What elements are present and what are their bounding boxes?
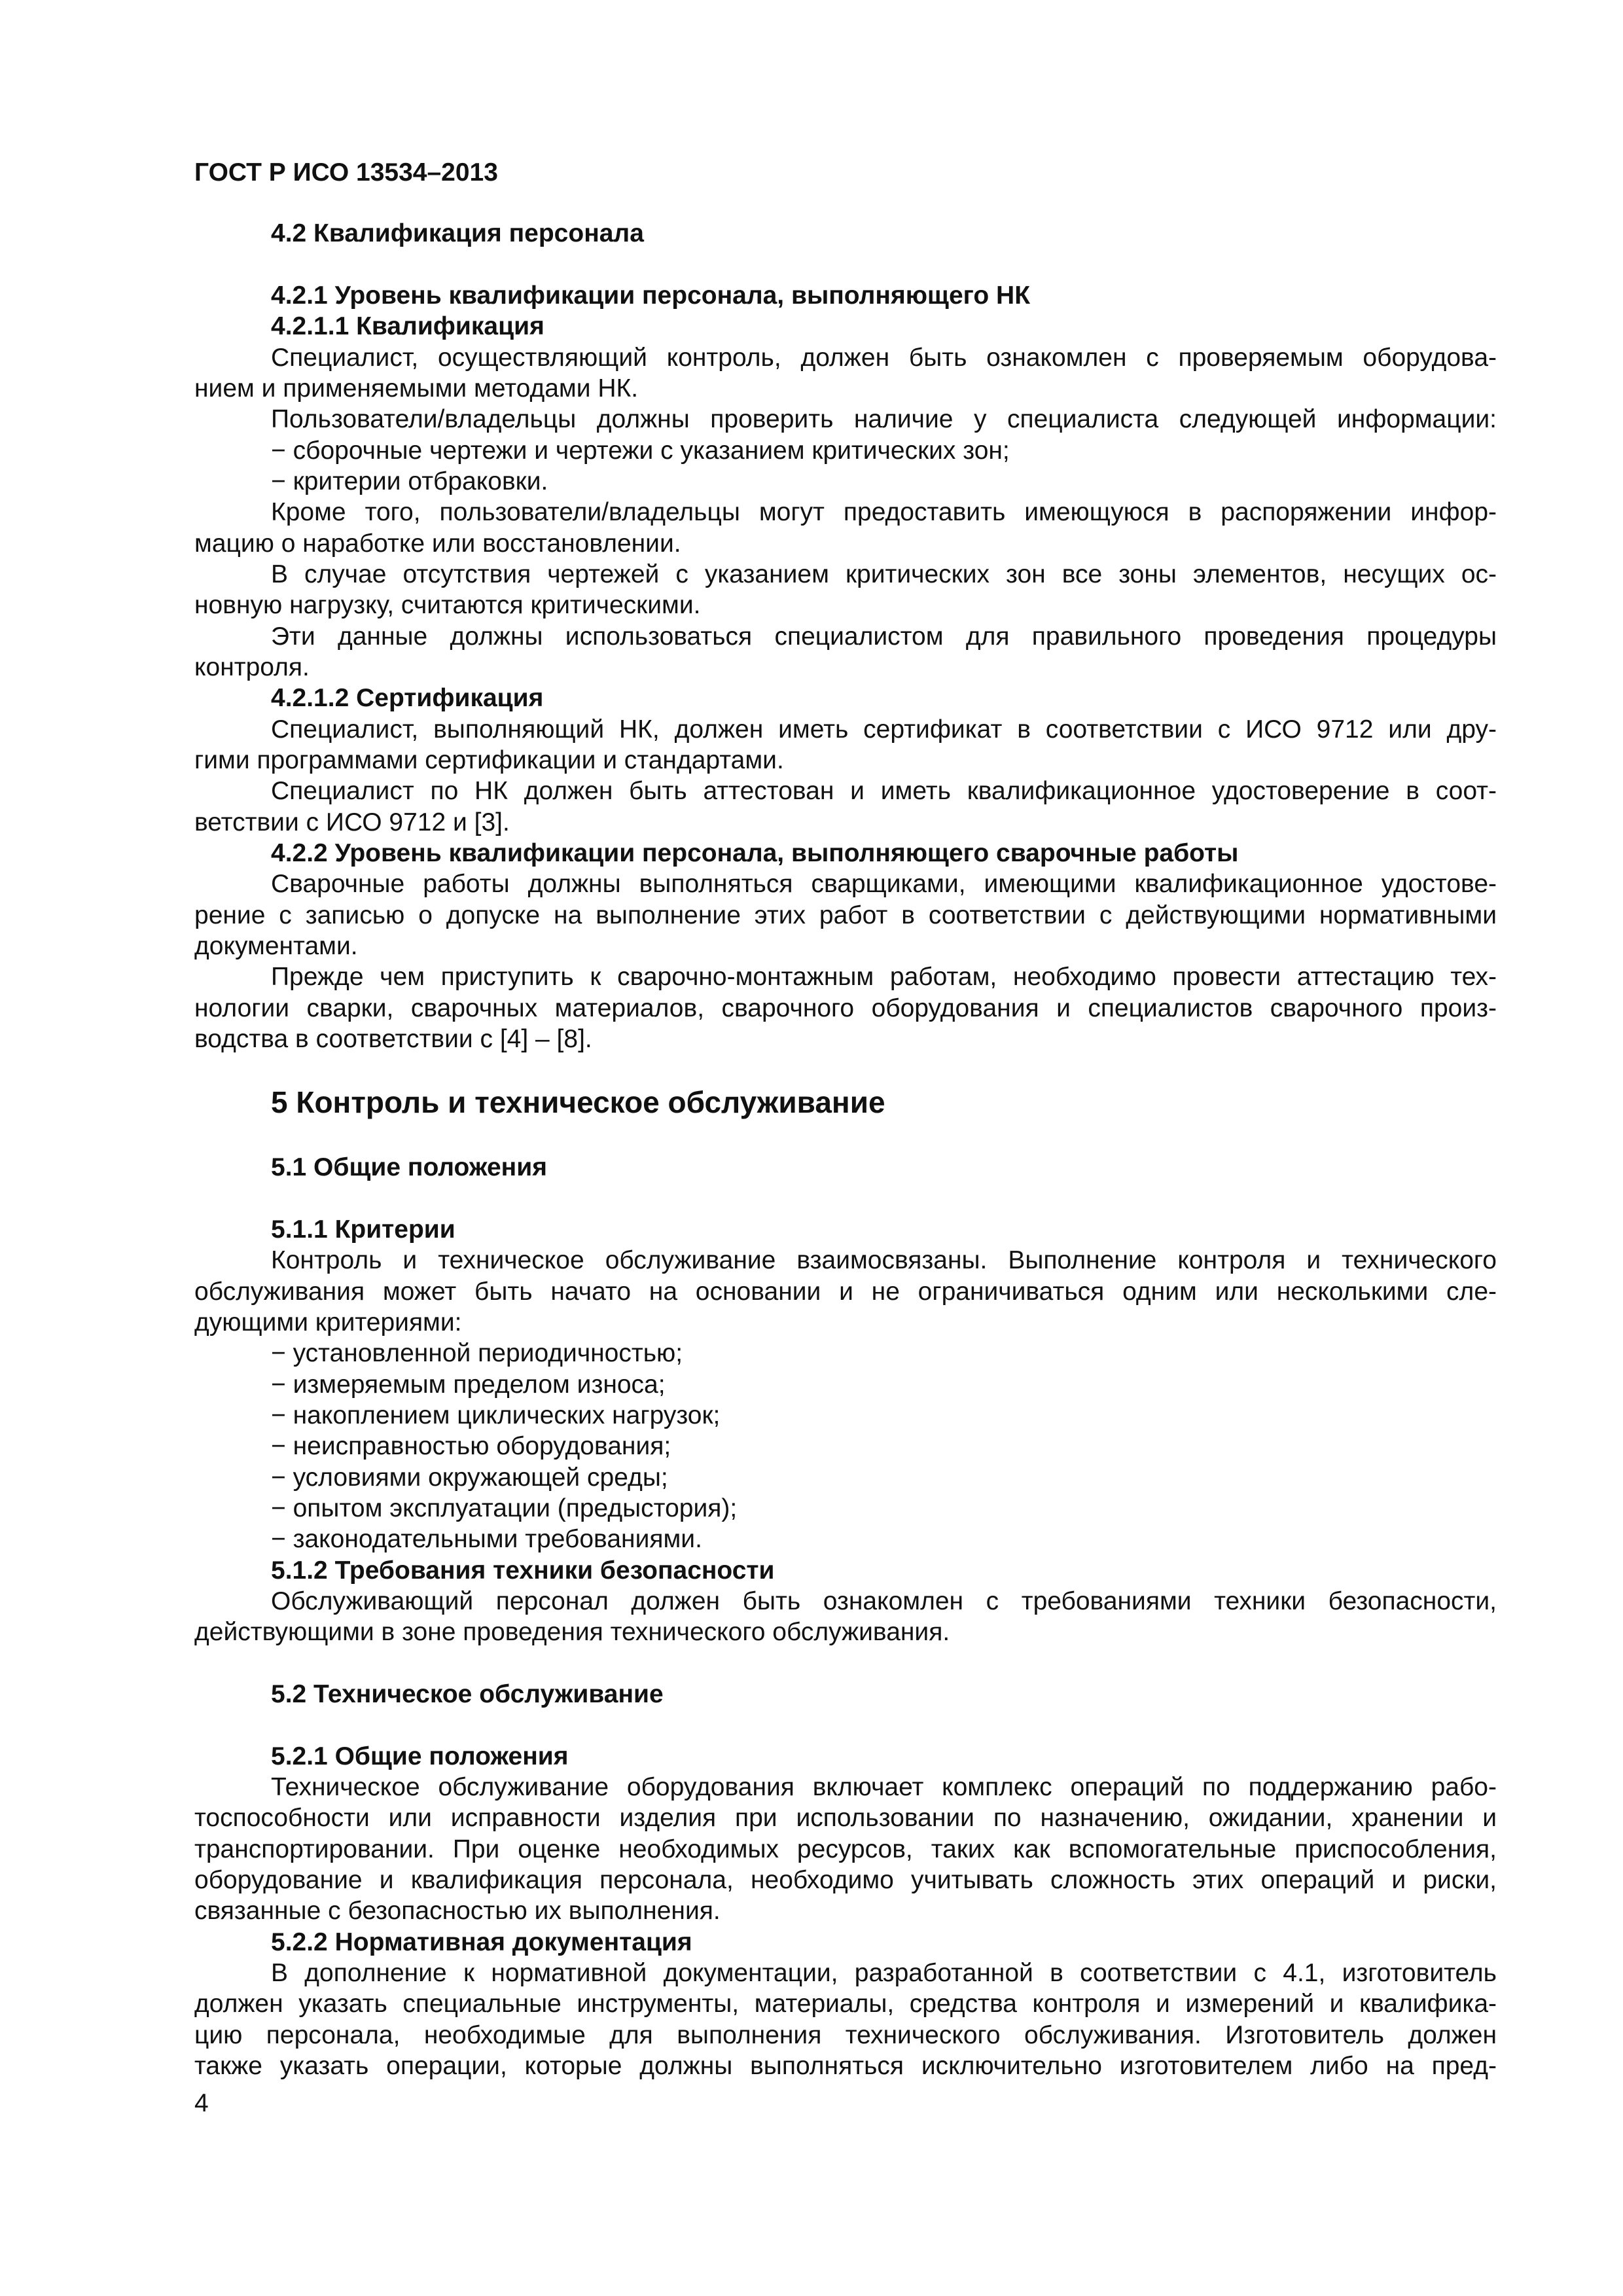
paragraph-line: новную нагрузку, считаются критическими. [194,591,701,619]
paragraph-line: рение с записью о допуске на выполнение этих работ в соответствии с действующими нормативными [194,901,1497,929]
paragraph-line: мацию о наработке или восстановлении. [194,529,681,558]
paragraph-line: Специалист, осуществляющий контроль, должен быть ознакомлен с проверяемым оборудова- [271,344,1497,372]
list-item: − сборочные чертежи и чертежи с указанием критических зон; [271,437,1010,465]
paragraph-line: документами. [194,932,358,960]
section-heading-5-1-2: 5.1.2 Требования техники безопасности [271,1556,775,1585]
paragraph-line: В случае отсутствия чертежей с указанием критических зон все зоны элементов, несущих ос- [271,560,1497,588]
list-item: − критерии отбраковки. [271,467,548,495]
paragraph-line: должен указать специальные инструменты, материалы, средства контроля и измерений и квалифика- [194,1990,1497,2018]
paragraph-line: водства в соответствии с [4] – [8]. [194,1025,592,1053]
paragraph-line: Кроме того, пользователи/владельцы могут предоставить имеющуюся в распоряжении инфор- [271,498,1497,526]
paragraph-line: Пользователи/владельцы должны проверить наличие у специалиста следующей информации: [271,405,1497,433]
paragraph-line: обслуживания может быть начато на основании и не ограничиваться одним или несколькими сле- [194,1278,1497,1306]
paragraph-line: транспортировании. При оценке необходимых ресурсов, таких как вспомогательные приспособления, [194,1835,1497,1863]
paragraph-line: гими программами сертификации и стандартами. [194,746,784,774]
paragraph-line: тоспособности или исправности изделия при использовании по назначению, ожидании, хранении и [194,1804,1497,1832]
paragraph-line: Прежде чем приступить к сварочно-монтажным работам, необходимо провести аттестацию тех- [271,963,1497,991]
section-heading-4-2-1: 4.2.1 Уровень квалификации персонала, выполняющего НК [271,281,1031,310]
page-number: 4 [194,2089,209,2117]
list-item: − установленной периодичностью; [271,1339,683,1367]
section-heading-5-2: 5.2 Техническое обслуживание [271,1680,664,1708]
list-item: − неисправностью оборудования; [271,1432,671,1460]
paragraph-line: Техническое обслуживание оборудования включает комплекс операций по поддержанию рабо- [271,1773,1497,1801]
paragraph-line: нологии сварки, сварочных материалов, сварочного оборудования и специалистов сварочного произ- [194,994,1497,1022]
paragraph-line: оборудование и квалификация персонала, необходимо учитывать сложность этих операций и риски, [194,1866,1497,1894]
paragraph-line: Специалист по НК должен быть аттестован и иметь квалификационное удостоверение в соот- [271,777,1497,805]
paragraph-line: дующими критериями: [194,1308,462,1336]
paragraph-line: также указать операции, которые должны выполняться исключительно изготовителем либо на пред- [194,2052,1497,2080]
list-item: − опытом эксплуатации (предыстория); [271,1494,738,1522]
paragraph-line: Обслуживающий персонал должен быть ознакомлен с требованиями техники безопасности, [271,1587,1497,1615]
list-item: − условиями окружающей среды; [271,1463,668,1492]
section-heading-4-2-2: 4.2.2 Уровень квалификации персонала, выполняющего сварочные работы [271,839,1239,867]
paragraph-line: Эти данные должны использоваться специалистом для правильного проведения процедуры [271,622,1497,651]
section-heading-4-2-1-2: 4.2.1.2 Сертификация [271,684,544,712]
section-heading-5-2-1: 5.2.1 Общие положения [271,1742,569,1770]
section-heading-5-1: 5.1 Общие положения [271,1153,547,1181]
paragraph-line: цию персонала, необходимые для выполнения технического обслуживания. Изготовитель должен [194,2021,1497,2049]
section-heading-5-1-1: 5.1.1 Критерии [271,1215,455,1244]
paragraph-line: нием и применяемыми методами НК. [194,374,639,403]
paragraph-line: контроля. [194,653,310,681]
list-item: − накоплением циклических нагрузок; [271,1401,721,1429]
paragraph-line: ветствии с ИСО 9712 и [3]. [194,808,510,836]
paragraph-line: Специалист, выполняющий НК, должен иметь сертификат в соответствии с ИСО 9712 или дру- [271,715,1497,744]
section-heading-4-2-1-1: 4.2.1.1 Квалификация [271,312,544,340]
section-heading-4-2: 4.2 Квалификация персонала [271,219,644,247]
section-heading-5-2-2: 5.2.2 Нормативная документация [271,1928,692,1956]
paragraph-line: связанные с безопасностью их выполнения. [194,1897,721,1925]
paragraph-line: Сварочные работы должны выполняться сварщиками, имеющими квалификационное удостове- [271,870,1497,898]
document-header-id: ГОСТ Р ИСО 13534–2013 [194,158,498,187]
paragraph-line: В дополнение к нормативной документации, разработанной в соответствии с 4.1, изготовитель [271,1959,1497,1987]
list-item: − измеряемым пределом износа; [271,1371,666,1399]
list-item: − законодательными требованиями. [271,1525,702,1553]
paragraph-line: действующими в зоне проведения технического обслуживания. [194,1618,950,1646]
paragraph-line: Контроль и техническое обслуживание взаимосвязаны. Выполнение контроля и технического [271,1246,1497,1274]
section-heading-5: 5 Контроль и техническое обслуживание [271,1085,885,1119]
